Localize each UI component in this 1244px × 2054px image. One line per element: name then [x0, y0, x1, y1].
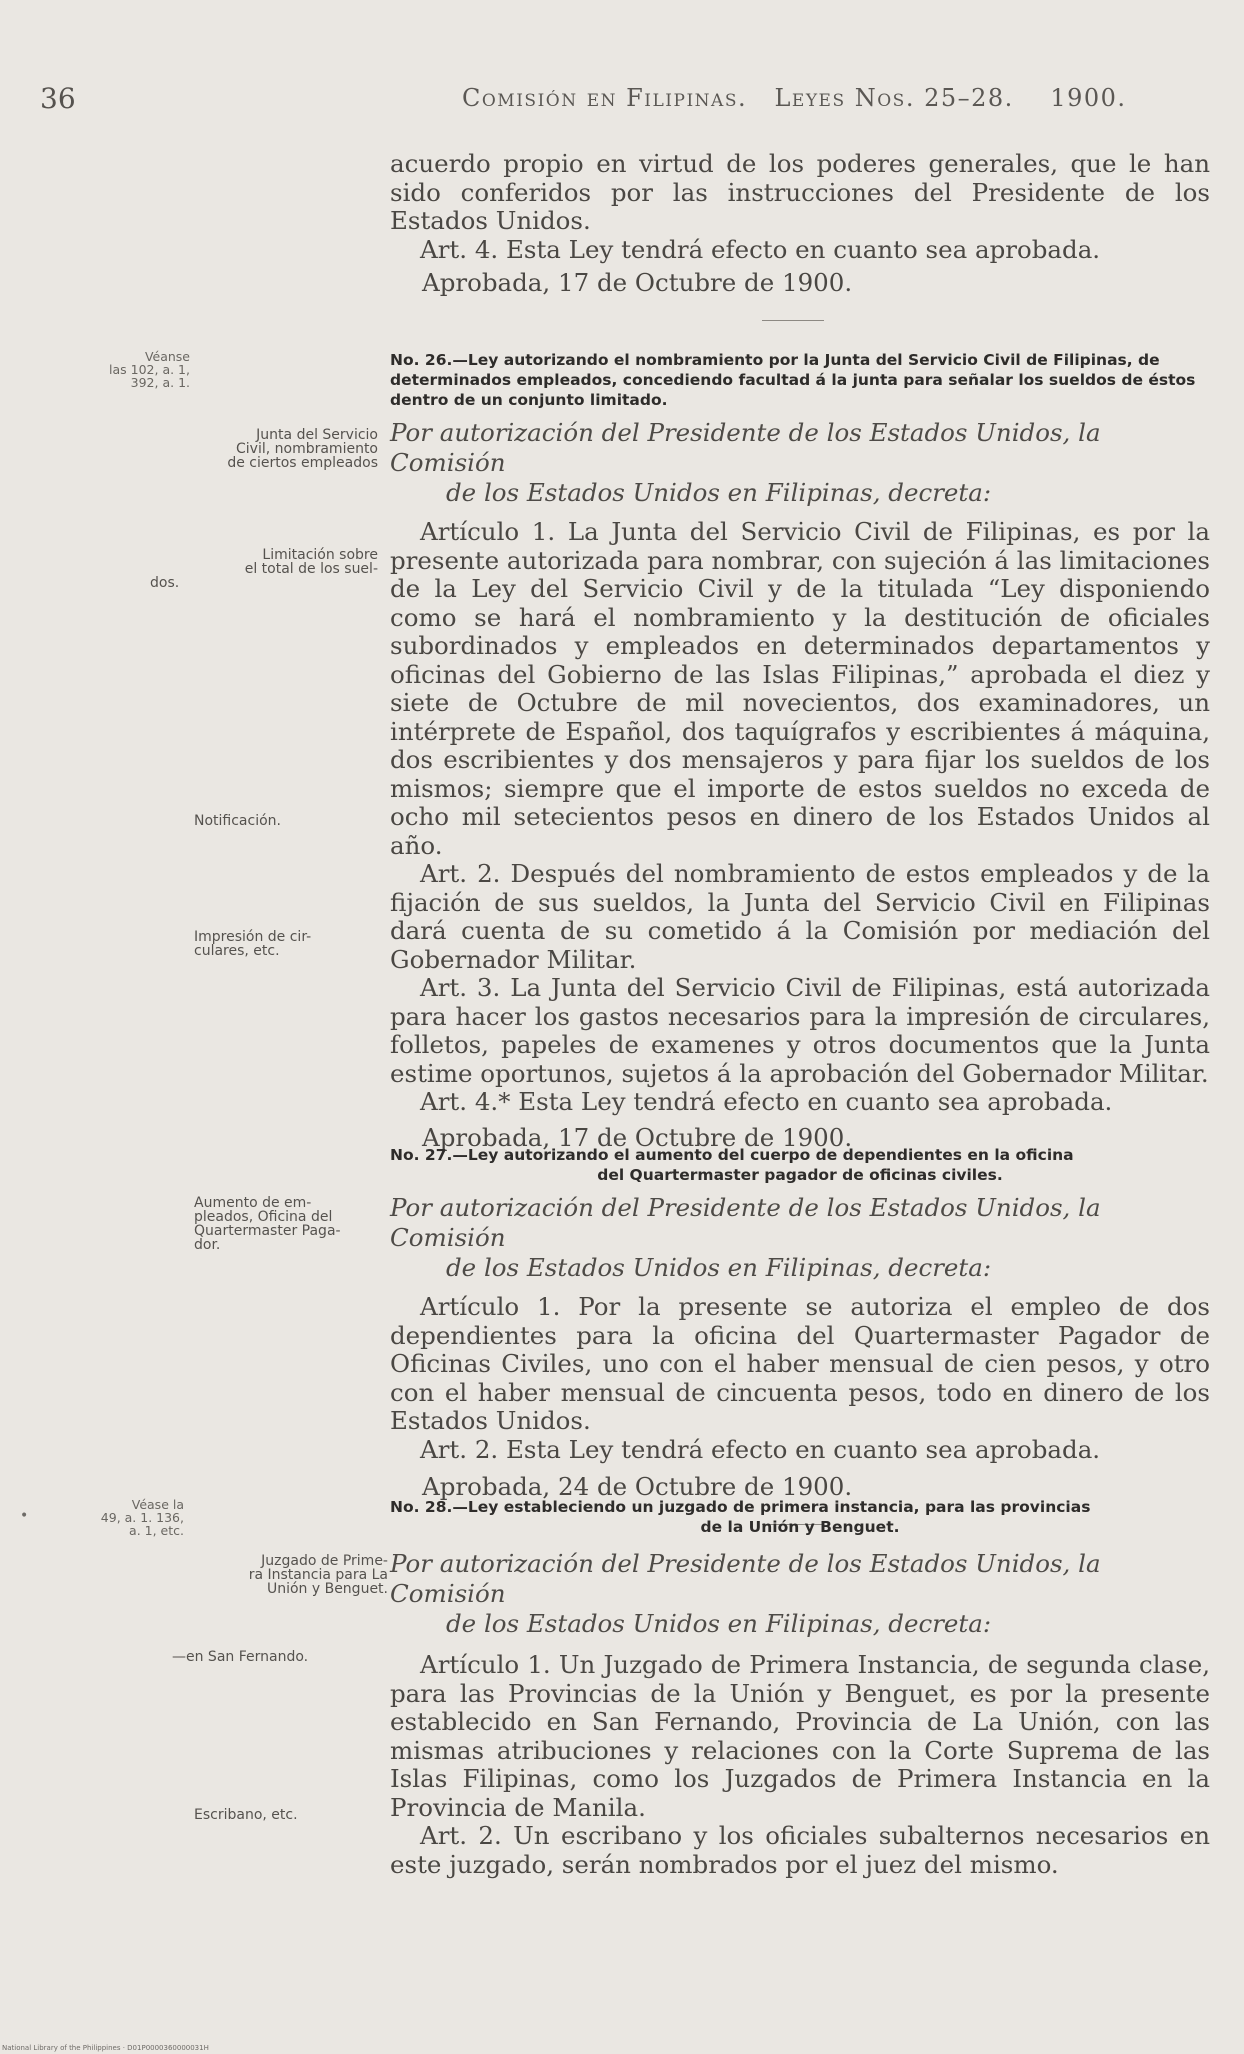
act28-enacting-clause-2: de los Estados Unidos en Filipinas, decreta: [446, 1609, 992, 1638]
act28-art2: Art. 2. Un escribano y los oficiales subalternos necesarios en este juzgado, serán nombrados por el juez del mismo. [390, 1821, 1210, 1879]
act27-note: Aumento de em- pleados, Oficina del Quartermaster Paga- dor. [194, 1195, 341, 1253]
act26-art3: Art. 3. La Junta del Servicio Civil de Filipinas, está autorizada para hacer los gastos necesarios para la impresión de circulares, folletos, papeles de examenes y otros documentos que la Junta estime oportunos, sujetos á la aprobación del Gobernador Militar. [390, 973, 1210, 1088]
margin-bullet: • [20, 1508, 29, 1524]
act26-art4: Art. 4.* Esta Ley tendrá efecto en cuanto sea aprobada. [420, 1087, 1113, 1116]
act27-art2: Art. 2. Esta Ley tendrá efecto en cuanto sea aprobada. [420, 1434, 1101, 1464]
running-head-year: 1900. [1050, 84, 1127, 112]
act28-reference-note: Véase la 49, a. 1. 136, a. 1, etc. [100, 1497, 184, 1538]
act27-title-line1: No. 27.—Ley autorizando el aumento del cuerpo de dependientes en la oficina [390, 1146, 1074, 1164]
act28-san-fernando-note: —en San Fernando. [172, 1649, 309, 1665]
act26-title: No. 26.—Ley autorizando el nombramiento por la Junta del Servicio Civil de Filipinas, de determinados empleados, concediendo facultad á la junta para señalar los sueldos de éstos dentro de un conjunto limitado. [390, 351, 1196, 409]
act26-printing-note: Impresión de cir- culares, etc. [194, 929, 312, 959]
intro-paragraph: acuerdo propio en virtud de los poderes generales, que le han sido conferidos por las instrucciones del Presidente de los Estados Unidos. [390, 149, 1210, 235]
running-head [462, 84, 1127, 112]
act26-reference-note: Véanse las 102, a. 1, 392, a. 1. [109, 349, 190, 390]
act27-enacting-clause-2: de los Estados Unidos en Filipinas, decreta: [446, 1253, 992, 1282]
act27-approved: Aprobada, 24 de Octubre de 1900. [422, 1472, 853, 1501]
act28-court-note: Juzgado de Prime- ra Instancia para La Unión y Benguet. [248, 1553, 388, 1597]
act27-art1: Artículo 1. Por la presente se autoriza el empleo de dos dependientes para la oficina del Quartermaster Pagador de Oficinas Civiles, uno con el haber mensual de cien pesos, y otro con el haber mensual de cincuenta pesos, todo en dinero de los Estados Unidos. [390, 1292, 1210, 1435]
act26-art2: Art. 2. Después del nombramiento de estos empleados y de la fijación de sus sueldos, la Junta del Servicio Civil en Filipinas dará cuenta de su cometido á la Comisión por mediación del Gobernador Militar. [390, 859, 1210, 974]
act26-approved: Aprobada, 17 de Octubre de 1900. [422, 1122, 853, 1152]
act27-enacting-clause-1: Por autorización del Presidente de los Estados Unidos, la Comisión [390, 1193, 1101, 1252]
section-divider [762, 320, 824, 321]
act26-notification-note: Notificación. [194, 813, 281, 829]
act28-clerk-note: Escribano, etc. [194, 1807, 298, 1823]
act28-enacting-clause-1: Por autorización del Presidente de los Estados Unidos, la Comisión [390, 1549, 1101, 1608]
scan-credit: National Library of the Philippines · D01P0000360000031H [2, 2044, 209, 2052]
intro-approved: Aprobada, 17 de Octubre de 1900. [422, 268, 853, 297]
act28-art1: Artículo 1. Un Juzgado de Primera Instancia, de segunda clase, para las Provincias de la Unión y Benguet, es por la presente establecido en San Fernando, Provincia de La Unión, con las mismas atribuciones y relaciones con la Corte Suprema de las Islas Filipinas, como los Juzgados de Primera Instancia en la Provincia de Manila. [390, 1650, 1210, 1822]
act28 [390, 1497, 1210, 1879]
page-number: 36 [40, 82, 76, 115]
act27 [390, 1145, 1210, 1525]
act26 [390, 350, 1210, 1153]
act26-enacting-clause-1: Por autorización del Presidente de los Estados Unidos, la Comisión [390, 418, 1101, 477]
act28-title-line1: No. 28.—Ley estableciendo un juzgado de primera instancia, para las provincias [390, 1498, 1091, 1516]
page-header [0, 82, 1244, 122]
running-head-commission: Comisión en Filipinas. [462, 84, 748, 112]
act25-continuation [390, 150, 1210, 321]
act26-art1: Artículo 1. La Junta del Servicio Civil de Filipinas, es por la presente autorizada para nombrar, con sujeción á las limitaciones de la Ley del Servicio Civil y de la titulada “Ley disponiendo como se hará el nombramiento y la destitución de oficiales subordinados y empleados en determinados departamentos y oficinas del Gobierno de las Islas Filipinas,” aprobada el diez y siete de Octubre de mil novecientos, dos examinadores, un intérprete de Español, dos taquígrafos y escribientes á máquina, dos escribientes y dos mensajeros y para fijar los sueldos de los mismos; siempre que el importe de estos sueldos no exceda de ocho mil setecientos pesos en dinero de los Estados Unidos al año. [390, 517, 1210, 860]
intro-art4: Art. 4. Esta Ley tendrá efecto en cuanto sea aprobada. [420, 234, 1101, 264]
act26-limitation-note: Limitación sobre el total de los suel- dos. [150, 547, 378, 591]
act26-junta-note: Junta del Servicio Civil, nombramiento de ciertos empleados [227, 427, 378, 471]
act28-title-line2: de la Unión y Benguet. [700, 1518, 900, 1536]
running-head-laws: Leyes Nos. 25–28. [774, 84, 1014, 112]
act27-title-line2: del Quartermaster pagador de oficinas civiles. [597, 1166, 1003, 1184]
act26-enacting-clause-2: de los Estados Unidos en Filipinas, decreta: [446, 478, 992, 507]
